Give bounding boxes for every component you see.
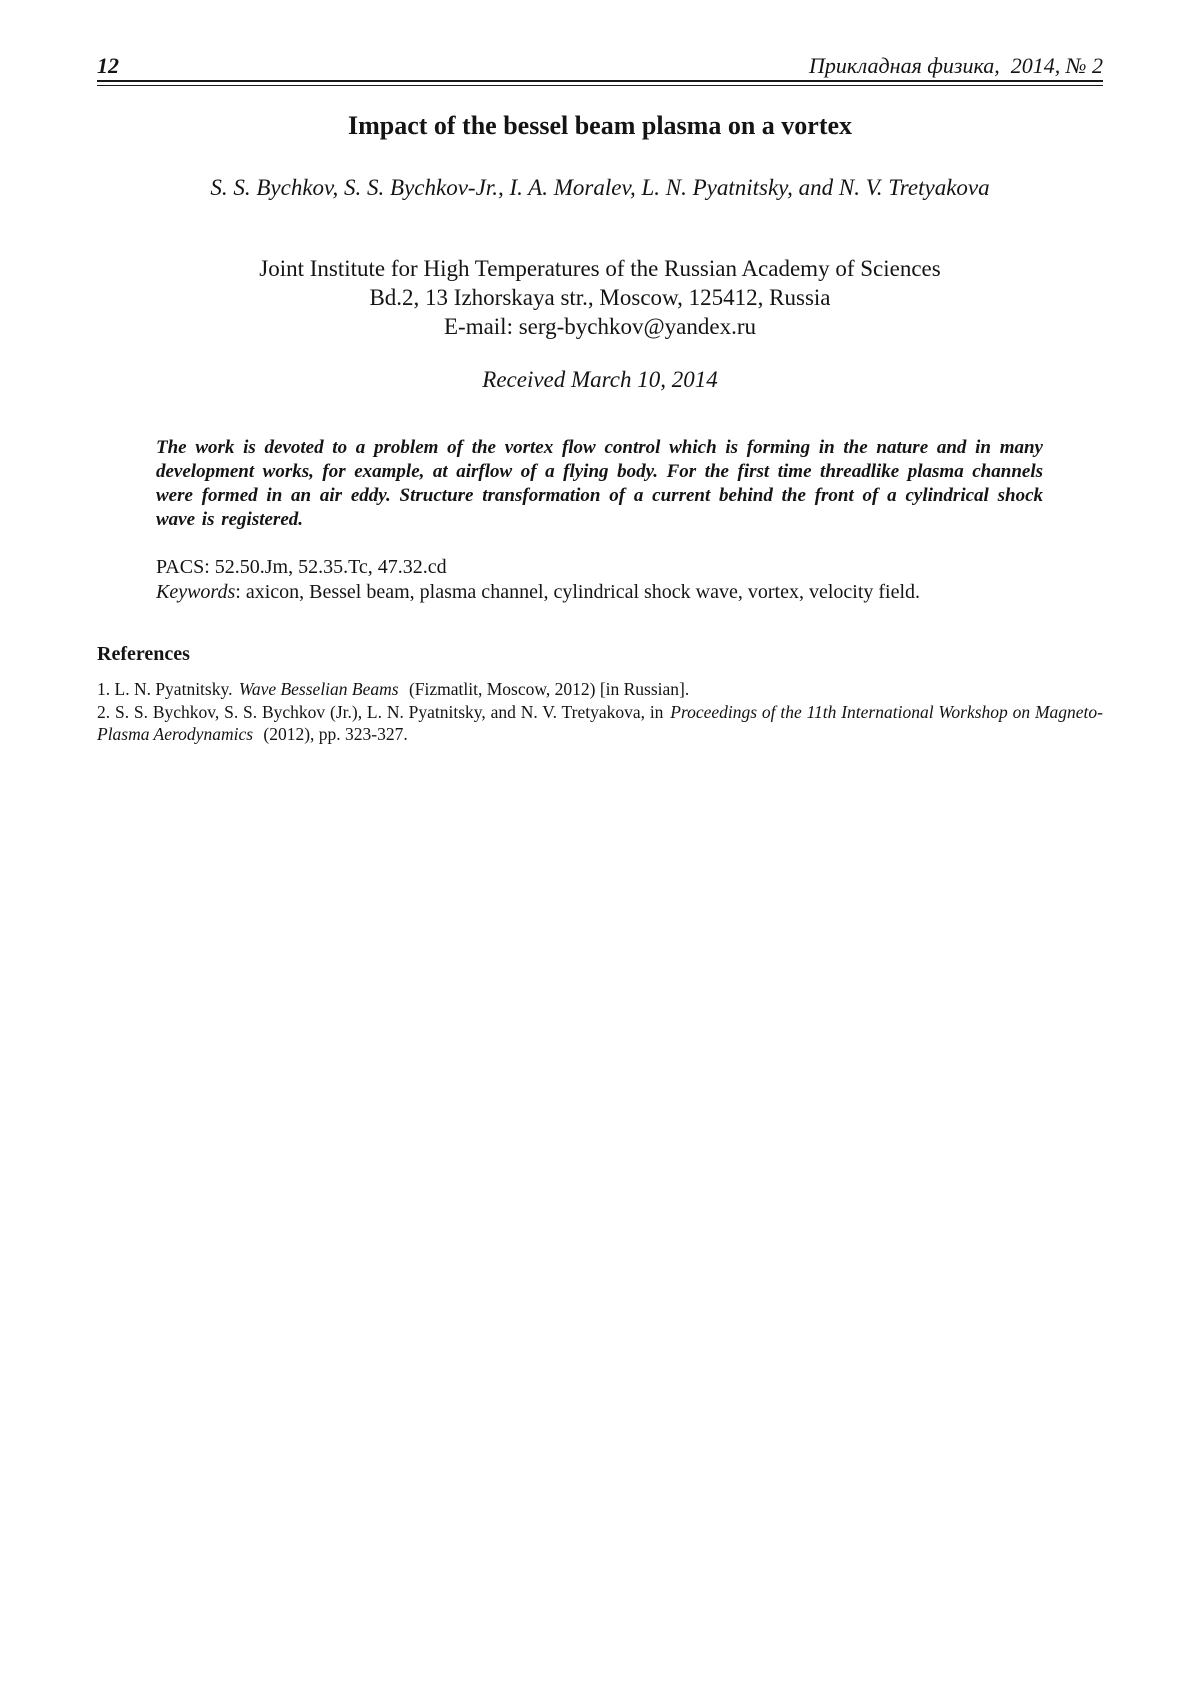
reference-item — [97, 678, 1103, 701]
reference-book-title: Wave Besselian Beams — [238, 679, 399, 699]
affiliation-address: Bd.2, 13 Izhorskaya str., Moscow, 125412, Russia — [369, 285, 831, 310]
received-line: Received March 10, 2014 — [482, 367, 718, 392]
running-head — [97, 54, 1103, 78]
header-rule — [97, 80, 1103, 86]
keywords-text: : axicon, Bessel beam, plasma channel, cylindrical shock wave, vortex, velocity field. — [235, 581, 921, 603]
reference-item — [97, 701, 1103, 746]
reference-text: (Fizmatlit, Moscow, 2012) [in Russian]. — [404, 679, 690, 699]
references-list — [97, 678, 1103, 746]
reference-number: 1. — [97, 679, 111, 699]
meta-block — [156, 555, 1103, 605]
keywords-line — [156, 580, 1103, 605]
affiliation-institute: Joint Institute for High Temperatures of the Russian Academy of Sciences — [259, 256, 941, 281]
reference-book-title: Proceedings of the 11th International Workshop on Magneto-Plasma Aerodynamics — [97, 701, 1103, 744]
references-heading: References — [97, 643, 190, 665]
authors-line: S. S. Bychkov, S. S. Bychkov-Jr., I. A. Moralev, L. N. Pyatnitsky, and N. V. Tretyakova — [210, 175, 990, 200]
page-number: 12 — [97, 53, 119, 78]
affiliation-block — [97, 254, 1103, 341]
abstract-text: The work is devoted to a problem of the vortex flow control which is forming in the nature and in many development works, for example, at airflow of a flying body. For the first time threadlike plasma channels were formed in an air eddy. Structure transformation of a current behind the front of a cylindrical shock wave is registered. — [156, 437, 1043, 530]
reference-number: 2. — [97, 701, 111, 722]
reference-text: S. S. Bychkov, S. S. Bychkov (Jr.), L. N. Pyatnitsky, and N. V. Tretyakova, in — [110, 701, 669, 722]
keywords-label: Keywords — [156, 581, 236, 603]
journal-title: Прикладная физика, 2014, № 2 — [809, 53, 1103, 78]
reference-text: L. N. Pyatnitsky. — [110, 679, 237, 699]
article-title: Impact of the bessel beam plasma on a vortex — [347, 111, 853, 140]
affiliation-email: E-mail: serg-bychkov@yandex.ru — [443, 314, 756, 339]
reference-text: (2012), pp. 323-327. — [259, 724, 408, 744]
pacs-line: PACS: 52.50.Jm, 52.35.Tc, 47.32.cd — [156, 556, 447, 578]
